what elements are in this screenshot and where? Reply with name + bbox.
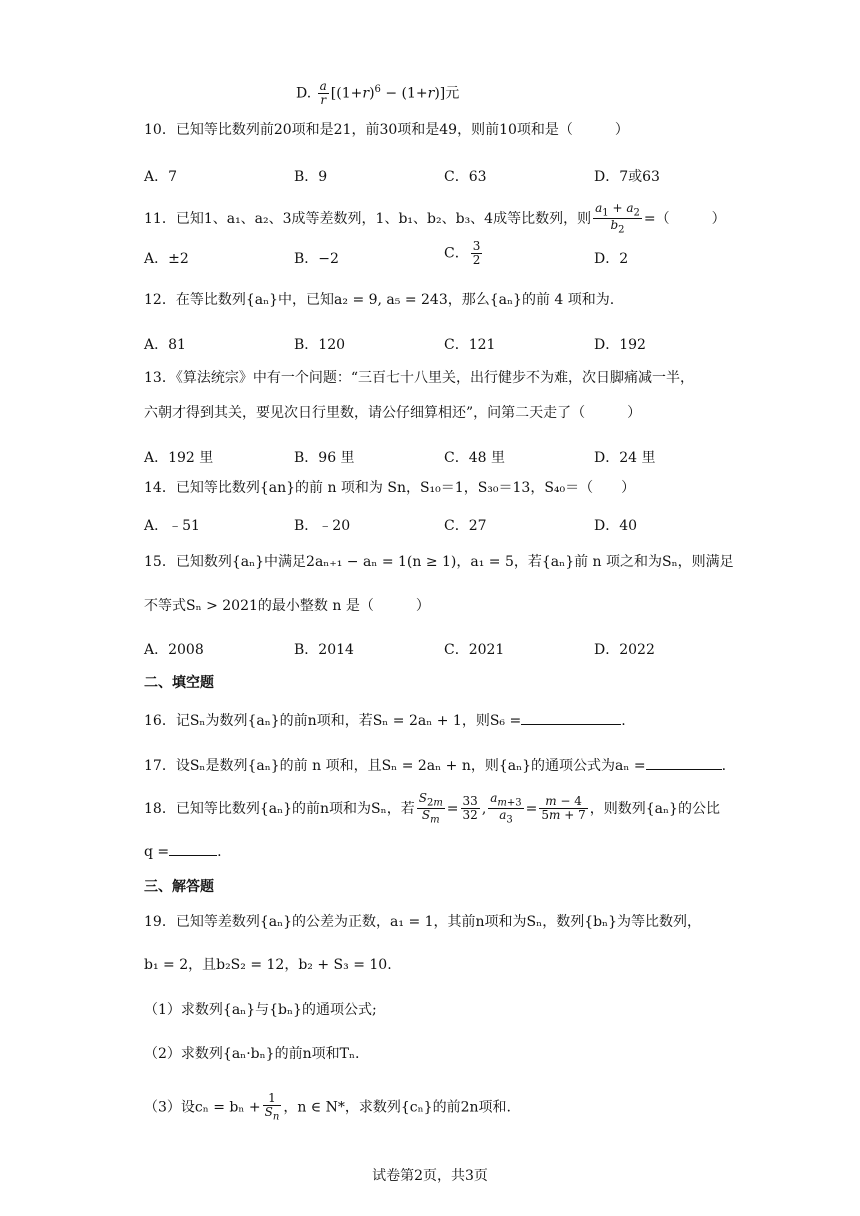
q19-part3: （3）设cₙ = bₙ + $\frac{1}{S_n}$ ，n ∈ N*，求数列{cₙ}的前2n项和. [144,1091,511,1123]
q11-option-d[interactable]: D．2 [594,251,629,267]
q10-option-d[interactable]: D．7或63 [594,169,660,185]
q17-stem: 17．设Sₙ是数列{aₙ}的前 n 项和，且Sₙ = 2aₙ + n，则{aₙ}的通项公式为aₙ = . [144,758,727,774]
q10-option-b[interactable]: B．9 [294,169,328,185]
q14-stem: 14．已知等比数列{an}的前 n 项和为 Sn，S₁₀＝1，S₃₀＝13，S₄₀＝（ ） [144,480,636,496]
q13-stem-line2: 六朝才得到其关，要见次日行里数，请公仔细算相还”，问第二天走了（ ） [144,405,642,421]
q13-options [144,447,704,469]
q15-option-a[interactable]: A．2008 [144,642,204,658]
q13-option-a[interactable]: A．192 里 [144,450,214,466]
q13-stem-line1: 13．《算法统宗》中有一个问题：“三百七十八里关，出行健步不为难，次日脚痛减一半， [144,370,694,386]
q16-stem: 16．记Sₙ为数列{aₙ}的前n项和，若Sₙ = 2aₙ + 1，则S₆ = . [144,713,626,729]
fraction-m4-over-5m7: $\frac{m - 4}{5m + 7}$ [541,794,586,823]
page-footer: 试卷第2页，共3页 [372,1168,488,1184]
fraction-3-over-2: $\frac{3}{2}$ [472,239,481,268]
q12-option-a[interactable]: A．81 [144,337,186,353]
q12-option-c[interactable]: C．121 [444,337,496,353]
fraction-33-over-32: $\frac{33}{32}$ [462,794,478,823]
q15-stem-line1: 15．已知数列{aₙ}中满足2aₙ₊₁ − aₙ = 1(n ≥ 1)，a₁ = 5，若{aₙ}前 n 项之和为Sₙ，则满足 [144,554,734,570]
q19-part2: （2）求数列{aₙ·bₙ}的前n项和Tₙ. [144,1046,360,1062]
q19-stem-line1: 19．已知等差数列{aₙ}的公差为正数，a₁ = 1，其前n项和为Sₙ，数列{bₙ}为等比数列， [144,914,702,930]
section-solutions: 三、解答题 [144,879,214,895]
q12-option-b[interactable]: B．120 [294,337,346,353]
q17-answer-blank[interactable] [646,757,722,770]
q11-stem: 11．已知1、a₁、a₂、3成等差数列，1、b₁、b₂、b₃、4成等比数列，则 $\frac{a_1 + a_2}{b_2}$ =（ ） [144,201,726,236]
q15-options [144,639,704,661]
q19-part1: （1）求数列{aₙ}与{bₙ}的通项公式; [144,1002,377,1018]
q14-option-a[interactable]: A．﹣51 [144,518,200,534]
q11-options [144,239,704,270]
q18-stem: 18．已知等比数列{aₙ}的前n项和为Sₙ，若 $\frac{S_{2m}}{S_m}$ = $\frac{33}{32}$ , $\frac{a_{m+3}}{a_3}$ = $\frac{m - 4}{5m + 7}$ ，则数列{aₙ}的公比 [144,791,720,826]
fraction-a1-plus-a2-over-b2: $\frac{a_1 + a_2}{b_2}$ [595,201,640,236]
q14-option-c[interactable]: C．27 [444,518,487,534]
q11-option-a[interactable]: A．±2 [144,251,189,267]
q10-option-c[interactable]: C．63 [444,169,487,185]
q9-option-d: D. $\frac{a}{r}$ $[(1+r)^6 - (1+r)]$元 [296,79,460,108]
q13-option-d[interactable]: D．24 里 [594,450,656,466]
q14-option-d[interactable]: D．40 [594,518,638,534]
q13-option-c[interactable]: C．48 里 [444,450,505,466]
q18-line2: q = . [144,844,222,860]
section-fill-in: 二、填空题 [144,675,214,691]
q12-stem: 12．在等比数列{aₙ}中，已知a₂ = 9, a₅ = 243，那么{aₙ}的前 4 项和为. [144,292,615,308]
q15-stem-line2: 不等式Sₙ > 2021的最小整数 n 是（ ） [144,598,430,614]
q14-option-b[interactable]: B．﹣20 [294,518,351,534]
q15-option-d[interactable]: D．2022 [594,642,655,658]
fraction-1-over-sn: $\frac{1}{S_n}$ [264,1091,280,1123]
fraction-a-over-r: $\frac{a}{r}$ [319,79,327,108]
q16-answer-blank[interactable] [521,712,621,725]
q13-option-b[interactable]: B．96 里 [294,450,355,466]
q15-option-c[interactable]: C．2021 [444,642,505,658]
q19-stem-line2: b₁ = 2，且b₂S₂ = 12，b₂ + S₃ = 10. [144,957,392,973]
q12-option-d[interactable]: D．192 [594,337,646,353]
fraction-am3-over-a3: $\frac{a_{m+3}}{a_3}$ [490,791,522,826]
q10-stem: 10．已知等比数列前20项和是21，前30项和是49，则前10项和是（ ） [144,122,629,138]
q11-option-c[interactable]: C． $\frac{3}{2}$ [444,239,481,268]
q15-option-b[interactable]: B．2014 [294,642,354,658]
q10-options [144,166,704,188]
q12-options [144,334,704,356]
q14-options [144,515,704,537]
fraction-s2m-over-sm: $\frac{S_{2m}}{S_m}$ [418,791,443,826]
q18-answer-blank[interactable] [169,843,217,856]
q10-option-a[interactable]: A．7 [144,169,178,185]
q11-option-b[interactable]: B．−2 [294,251,339,267]
